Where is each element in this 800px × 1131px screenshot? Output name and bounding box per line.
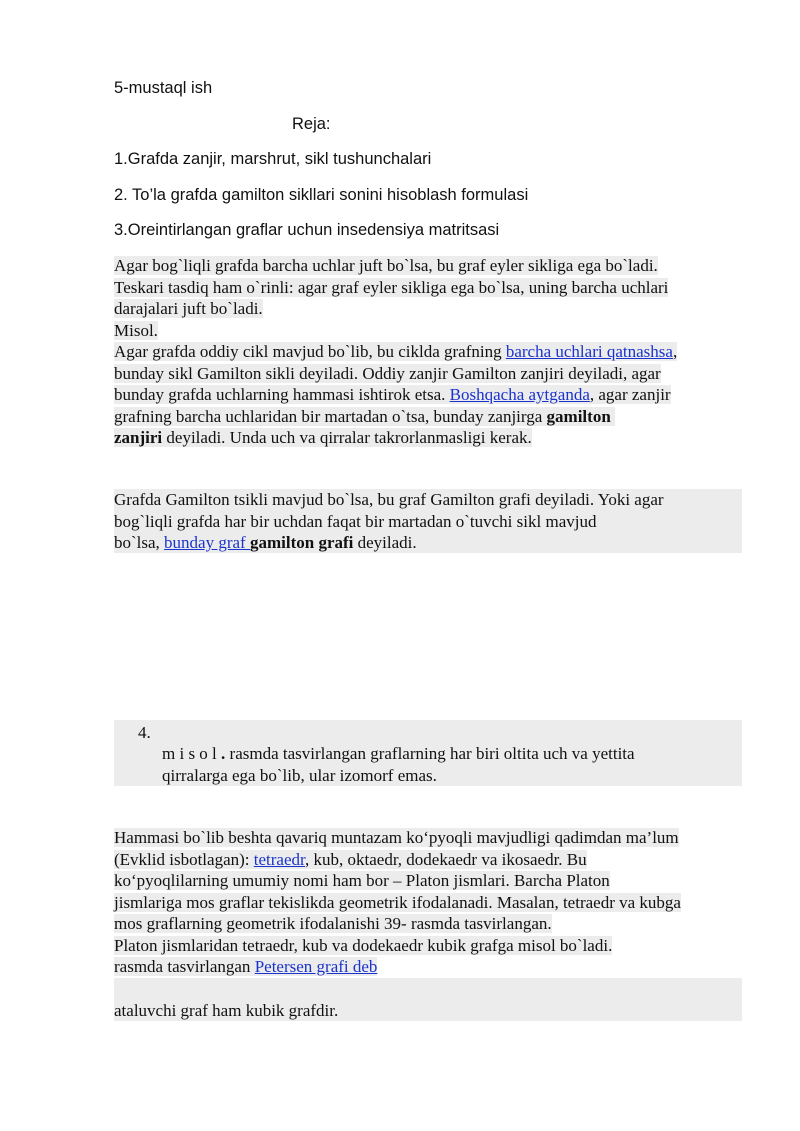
bold-term: gamilton grafi: [249, 533, 354, 552]
text-fragment: grafning barcha uchlaridan bir martadan o`tsa, bunday zanjirga: [114, 406, 547, 426]
plan-item-3: 3.Oreintirlangan graflar uchun insedensiya matritsasi: [114, 221, 500, 239]
link-barcha-uchlari[interactable]: barcha uchlari qatnashsa: [505, 342, 673, 361]
text-fragment: , agar zanjir: [589, 385, 671, 404]
text-fragment: , kub, oktaedr, dodekaedr va ikosaedr. Bu: [305, 849, 587, 869]
bold-term: gamilton: [546, 406, 611, 426]
text-fragment: Agar grafda oddiy cikl mavjud bo`lib, bu ciklda grafning: [114, 342, 506, 361]
paragraph-hamilton-graph: [114, 489, 742, 553]
text-fragment: rasmda tasvirlangan: [114, 957, 255, 976]
text-line: bunday sikl Gamilton sikli deyiladi. Oddiy zanjir Gamilton zanjiri deyiladi, agar: [114, 363, 661, 383]
bold-dot: .: [216, 744, 230, 763]
text-line: ataluvchi graf ham kubik grafdir.: [114, 1001, 339, 1020]
text-line: Agar bog`liqli grafda barcha uchlar juft bo`lsa, bu graf eyler sikliga ega bo`ladi.: [114, 256, 658, 275]
link-bunday-graf[interactable]: bunday graf: [164, 533, 250, 552]
paragraph-platon: [114, 827, 742, 978]
link-petersen-grafi[interactable]: Petersen grafi deb: [254, 957, 378, 976]
paragraph-euler-hamilton: [114, 255, 742, 449]
plan-label: Reja:: [292, 115, 331, 133]
example-label: m i s o l: [162, 744, 217, 763]
link-boshqacha-aytganda[interactable]: Boshqacha aytganda: [449, 385, 590, 404]
text-line: mos graflarning geometrik ifodalanishi 39- rasmda tasvirlangan.: [114, 914, 552, 933]
text-fragment: ,: [672, 342, 678, 361]
text-line: Platon jismlaridan tetraedr, kub va dodekaedr kubik grafga misol bo`ladi.: [114, 935, 613, 955]
text-line: Grafda Gamilton tsikli mavjud bo`lsa, bu graf Gamilton grafi deyiladi. Yoki agar: [114, 490, 664, 509]
text-line: qirralarga ega bo`lib, ular izomorf emas.: [162, 766, 437, 785]
text-fragment: deyiladi. Unda uch va qirralar takrorlanmasligi kerak.: [162, 428, 532, 447]
bold-term: zanjiri: [114, 428, 163, 447]
text-fragment: bunday grafda uchlarning hammasi ishtirok etsa.: [114, 385, 450, 404]
list-number: 4.: [138, 723, 151, 742]
plan-item-2: 2. To’la grafda gamilton sikllari sonini hisoblash formulasi: [114, 186, 529, 204]
text-line: Teskari tasdiq ham o`rinli: agar graf eyler sikliga ega bo`lsa, uning barcha uchlari: [114, 277, 669, 297]
text-fragment: bo`lsa,: [114, 533, 165, 552]
page-title: 5-mustaql ish: [114, 79, 213, 97]
text-line: bog`liqli grafda har bir uchdan faqat bir martadan o`tuvchi sikl mavjud: [114, 511, 597, 531]
text-line: darajalari juft bo`ladi.: [114, 299, 263, 318]
text-line: Hammasi bo`lib beshta qavariq muntazam ko‘pyoqli mavjudligi qadimdan ma’lum: [114, 828, 679, 847]
text-fragment: rasmda tasvirlangan graflarning har biri oltita uch va yettita: [229, 744, 635, 763]
text-line: jismlariga mos graflar tekislikda geometrik ifodalanadi. Masalan, tetraedr va kubga: [114, 892, 681, 912]
link-tetraedr[interactable]: tetraedr: [253, 849, 305, 869]
text-line: ko‘pyoqlilarning umumiy nomi ham bor – Platon jismlari. Barcha Platon: [114, 871, 610, 890]
text-line: Misol.: [114, 320, 158, 340]
text-fragment: deyiladi.: [353, 533, 417, 552]
example-block: [114, 720, 742, 786]
text-fragment: (Evklid isbotlagan):: [114, 849, 254, 869]
plan-item-1: 1.Grafda zanjir, marshrut, sikl tushunchalari: [114, 150, 432, 168]
